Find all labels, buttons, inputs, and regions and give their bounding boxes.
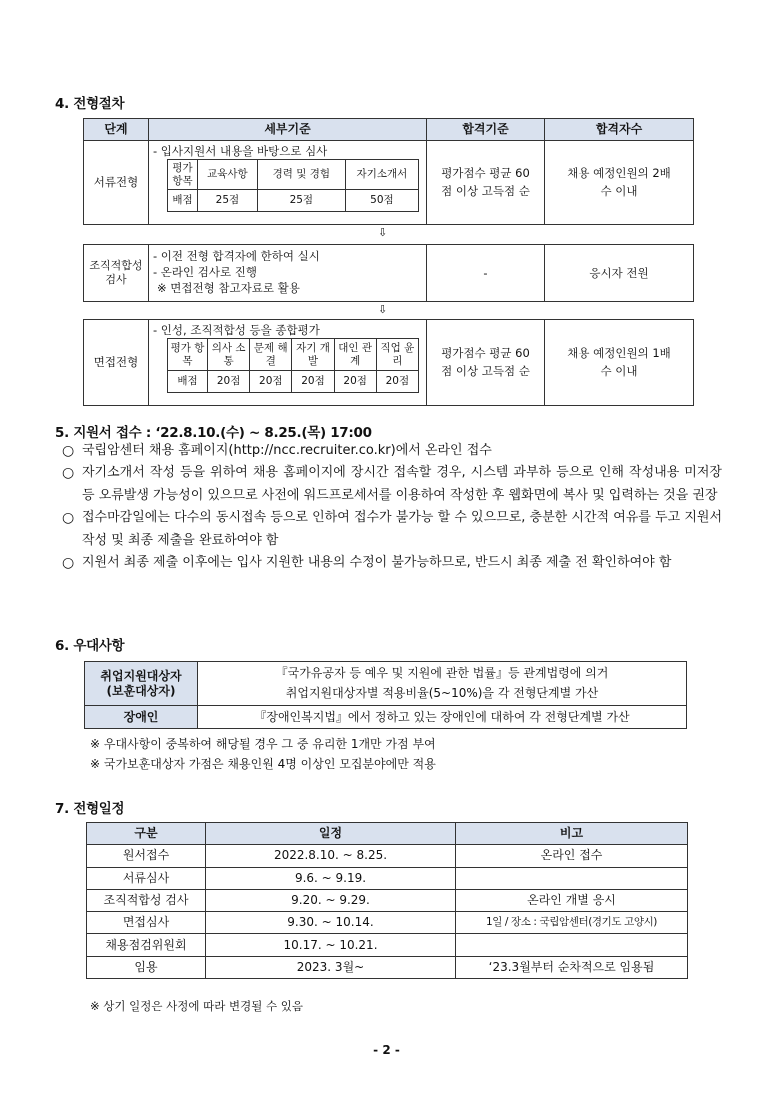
- detail-line: - 이전 전형 합격자에 한하여 실시: [153, 249, 320, 263]
- schedule-note: ※ 상기 일정은 사정에 따라 변경될 수 있음: [90, 999, 303, 1013]
- pass-count: 응시자 전원: [545, 245, 694, 302]
- circle-bullet-icon: ○: [62, 465, 75, 482]
- cell: 임용: [87, 956, 206, 978]
- cell: 1일 / 장소 : 국립암센터(경기도 고양시): [456, 912, 688, 934]
- pass-count: 채용 예정인원의 1배수 이내: [545, 320, 694, 406]
- section-5-title: 5. 지원서 접수 : ‘22.8.10.(수) ~ 8.25.(목) 17:00: [55, 425, 372, 441]
- schedule-table: [86, 822, 688, 979]
- note-text: ※ 우대사항이 중복하여 해당될 경우 그 중 유리한 1개만 가점 부여: [90, 737, 436, 751]
- preference-label: 장애인: [85, 706, 198, 729]
- header-pass: 합격기준: [427, 119, 545, 141]
- item: 자기 개발: [292, 339, 334, 371]
- item: 문제 해결: [250, 339, 292, 371]
- score-label: 배점: [168, 190, 198, 212]
- list-item-text: 국립암센터 채용 홈페이지(http://ncc.recruiter.co.kr)에서 온라인 접수: [82, 443, 492, 458]
- application-notes: [62, 440, 722, 574]
- stage-name: 조직적합성 검사: [84, 245, 149, 302]
- preference-label-line: (보훈대상자): [106, 683, 176, 698]
- section-4-title: 4. 전형절차: [55, 96, 125, 112]
- score: 20점: [208, 371, 250, 393]
- cell: 온라인 개별 응시: [456, 889, 688, 911]
- stage-detail: [149, 245, 427, 302]
- preference-text: 『장애인복지법』에서 정하고 있는 장애인에 대하여 각 전형단계별 가산: [198, 706, 687, 729]
- cell: 원서접수: [87, 845, 206, 867]
- down-arrow-icon: ⇩: [378, 226, 388, 239]
- preference-text: [198, 662, 687, 706]
- circle-bullet-icon: ○: [62, 510, 75, 527]
- cell: 9.20. ~ 9.29.: [206, 889, 456, 911]
- preference-label: [85, 662, 198, 706]
- list-item: [62, 552, 722, 574]
- table-row: [87, 889, 688, 911]
- score-table: [167, 159, 419, 212]
- preference-text-line: 『국가유공자 등 예우 및 지원에 관한 법률』등 관계법령에 의거: [275, 666, 609, 681]
- page-number: - 2 -: [373, 1043, 400, 1057]
- items-label: 평가 항목: [168, 160, 198, 190]
- table-row: [87, 845, 688, 867]
- cell: 채용점검위원회: [87, 934, 206, 956]
- header-schedule: 일정: [206, 823, 456, 845]
- note-text: ※ 국가보훈대상자 가점은 채용인원 4명 이상인 모집분야에만 적용: [90, 757, 436, 771]
- list-item-text: 접수마감일에는 다수의 동시접속 등으로 인하여 접수가 불가능 할 수 있으므로, 충분한 시간적 여유를 두고 지원서 작성 및 최종 제출을 완료하여야 함: [82, 510, 722, 548]
- list-item-text: 지원서 최종 제출 이후에는 입사 지원한 내용의 수정이 불가능하므로, 반드시 최종 제출 전 확인하여야 함: [82, 555, 672, 571]
- detail-line: - 입사지원서 내용을 바탕으로 심사: [153, 144, 328, 158]
- header-remarks: 비고: [456, 823, 688, 845]
- stage-detail: [149, 141, 427, 225]
- cell: 9.6. ~ 9.19.: [206, 867, 456, 889]
- section-7-title: 7. 전형일정: [55, 801, 125, 817]
- score: 20점: [334, 371, 376, 393]
- list-item: [62, 440, 722, 462]
- table-row: [87, 912, 688, 934]
- stage-detail: [149, 320, 427, 406]
- cell: 9.30. ~ 10.14.: [206, 912, 456, 934]
- score: 20점: [376, 371, 418, 393]
- circle-bullet-icon: ○: [62, 555, 75, 572]
- list-item-text: 자기소개서 작성 등을 위하여 채용 홈페이지에 장시간 접속할 경우, 시스템 과부하 등으로 인해 작성내용 미저장 등 오류발생 가능성이 있으므로 사전에 워드프로세서를 이용하여 작성한 후 웹화면에 복사 및 입력하는 것을 권장: [82, 465, 722, 503]
- item: 경력 및 경험: [257, 160, 345, 190]
- cell: 면접심사: [87, 912, 206, 934]
- table-row: [87, 867, 688, 889]
- stage-name: 서류전형: [84, 141, 149, 225]
- header-stage: 단계: [84, 119, 149, 141]
- detail-line: - 인성, 조직적합성 등을 종합평가: [153, 323, 320, 337]
- cell: 조직적합성 검사: [87, 889, 206, 911]
- stage-table-3: [83, 319, 694, 406]
- header-category: 구분: [87, 823, 206, 845]
- cell: 2022.8.10. ~ 8.25.: [206, 845, 456, 867]
- detail-line: ※ 면접전형 참고자료로 활용: [157, 281, 300, 295]
- item: 대인 관계: [334, 339, 376, 371]
- item: 직업 윤리: [376, 339, 418, 371]
- table-row: [87, 934, 688, 956]
- header-count: 합격자수: [545, 119, 694, 141]
- detail-line: - 온라인 검사로 진행: [153, 265, 257, 279]
- score: 20점: [250, 371, 292, 393]
- preference-table: [84, 661, 687, 729]
- items-label: 평가 항목: [168, 339, 208, 371]
- score: 50점: [345, 190, 418, 212]
- preference-label-line: 취업지원대상자: [100, 668, 182, 683]
- score: 25점: [198, 190, 258, 212]
- cell: [456, 934, 688, 956]
- section-6-title: 6. 우대사항: [55, 638, 125, 654]
- pass-criteria: -: [427, 245, 545, 302]
- score-label: 배점: [168, 371, 208, 393]
- item: 교육사항: [198, 160, 258, 190]
- score: 25점: [257, 190, 345, 212]
- pass-criteria: 평가점수 평균 60점 이상 고득점 순: [427, 320, 545, 406]
- item: 자기소개서: [345, 160, 418, 190]
- circle-bullet-icon: ○: [62, 443, 75, 459]
- cell: [456, 867, 688, 889]
- list-item: [62, 507, 722, 552]
- cell: 서류심사: [87, 867, 206, 889]
- stage-name: 면접전형: [84, 320, 149, 406]
- cell: ‘23.3월부터 순차적으로 임용됨: [456, 956, 688, 978]
- cell: 2023. 3월~: [206, 956, 456, 978]
- score: 20점: [292, 371, 334, 393]
- header-detail: 세부기준: [149, 119, 427, 141]
- score-table: [167, 338, 419, 393]
- cell: 10.17. ~ 10.21.: [206, 934, 456, 956]
- list-item: [62, 462, 722, 507]
- cell: 온라인 접수: [456, 845, 688, 867]
- stage-table-2: [83, 244, 694, 302]
- stage-table-1: [83, 118, 694, 225]
- pass-count: 채용 예정인원의 2배수 이내: [545, 141, 694, 225]
- preference-text-line: 취업지원대상자별 적용비율(5~10%)을 각 전형단계별 가산: [285, 685, 599, 700]
- pass-criteria: 평가점수 평균 60점 이상 고득점 순: [427, 141, 545, 225]
- item: 의사 소통: [208, 339, 250, 371]
- table-row: [87, 956, 688, 978]
- down-arrow-icon: ⇩: [378, 303, 388, 316]
